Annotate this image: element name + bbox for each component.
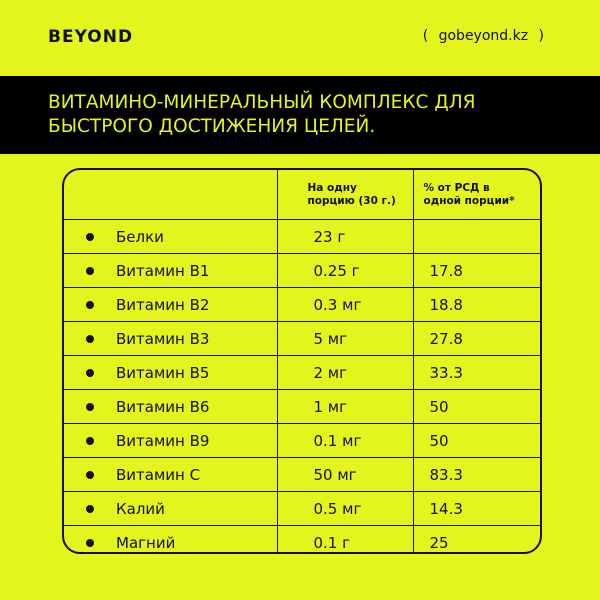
amount-cell: 5 мг [277, 322, 413, 356]
percent-cell: 50 [413, 424, 540, 458]
amount-cell: 0.1 мг [277, 424, 413, 458]
header-percent-line-2: одной порции* [423, 194, 515, 207]
bullet-icon [86, 539, 94, 547]
site-link[interactable] [417, 28, 550, 44]
percent-cell: 83.3 [413, 458, 540, 492]
header-amount-line-1: На одну [307, 181, 357, 194]
header-name-cell [64, 170, 277, 220]
table-row [64, 458, 540, 492]
amount-cell: 23 г [277, 220, 413, 254]
amount-cell: 0.25 г [277, 254, 413, 288]
amount-cell: 0.5 мг [277, 492, 413, 526]
headline-line-1: ВИТАМИНО-МИНЕРАЛЬНЫЙ КОМПЛЕКС ДЛЯ [48, 92, 476, 113]
table-row [64, 526, 540, 555]
table-header-row [64, 170, 540, 220]
nutrient-name: Витамин C [116, 465, 201, 484]
nutrient-name-cell [64, 220, 277, 254]
percent-cell: 33.3 [413, 356, 540, 390]
bullet-icon [86, 505, 94, 513]
nutrient-name-cell [64, 424, 277, 458]
nutrient-name-cell [64, 390, 277, 424]
nutrient-name-cell [64, 356, 277, 390]
percent-cell: 50 [413, 390, 540, 424]
header-amount-line-2: порцию (30 г.) [307, 194, 396, 207]
bullet-icon [86, 369, 94, 377]
nutrient-name-cell [64, 322, 277, 356]
nutrient-name: Белки [116, 227, 164, 246]
nutrition-table [62, 168, 542, 554]
amount-cell: 0.3 мг [277, 288, 413, 322]
table-row [64, 492, 540, 526]
amount-cell: 1 мг [277, 390, 413, 424]
brand-logo: BEYOND [48, 27, 134, 47]
nutrient-name: Витамин B1 [116, 261, 210, 280]
table-row [64, 254, 540, 288]
paren-open: ( [422, 28, 429, 44]
header-percent-line-1: % от РСД в [423, 181, 490, 194]
paren-close: ) [538, 28, 544, 44]
percent-cell: 25 [413, 526, 540, 555]
percent-cell: 17.8 [413, 254, 540, 288]
table-row [64, 288, 540, 322]
header-percent-cell [413, 170, 540, 220]
nutrient-name-cell [64, 492, 277, 526]
percent-cell [413, 220, 540, 254]
amount-cell: 2 мг [277, 356, 413, 390]
top-bar [0, 0, 600, 76]
nutrient-name: Витамин B9 [116, 431, 210, 450]
bullet-icon [86, 301, 94, 309]
nutrient-name-cell [64, 288, 277, 322]
headline-line-2: БЫСТРОГО ДОСТИЖЕНИЯ ЦЕЛЕЙ. [48, 116, 376, 137]
header-amount-cell [277, 170, 413, 220]
nutrient-name: Витамин B2 [116, 295, 210, 314]
nutrient-name: Витамин B3 [116, 329, 210, 348]
nutrient-name-cell [64, 526, 277, 555]
percent-cell: 27.8 [413, 322, 540, 356]
table-row [64, 390, 540, 424]
table-row [64, 220, 540, 254]
site-url[interactable]: gobeyond.kz [438, 28, 529, 44]
percent-cell: 14.3 [413, 492, 540, 526]
amount-cell: 0.1 г [277, 526, 413, 555]
table-row [64, 356, 540, 390]
bullet-icon [86, 233, 94, 241]
nutrient-name: Калий [116, 499, 165, 518]
percent-cell: 18.8 [413, 288, 540, 322]
nutrient-name-cell [64, 458, 277, 492]
bullet-icon [86, 335, 94, 343]
bullet-icon [86, 471, 94, 479]
table-row [64, 424, 540, 458]
table-row [64, 322, 540, 356]
nutrient-name-cell [64, 254, 277, 288]
bullet-icon [86, 437, 94, 445]
amount-cell: 50 мг [277, 458, 413, 492]
bullet-icon [86, 403, 94, 411]
bullet-icon [86, 267, 94, 275]
nutrient-name: Магний [116, 533, 176, 552]
headline [48, 91, 568, 139]
nutrient-name: Витамин B6 [116, 397, 210, 416]
nutrient-name: Витамин B5 [116, 363, 210, 382]
